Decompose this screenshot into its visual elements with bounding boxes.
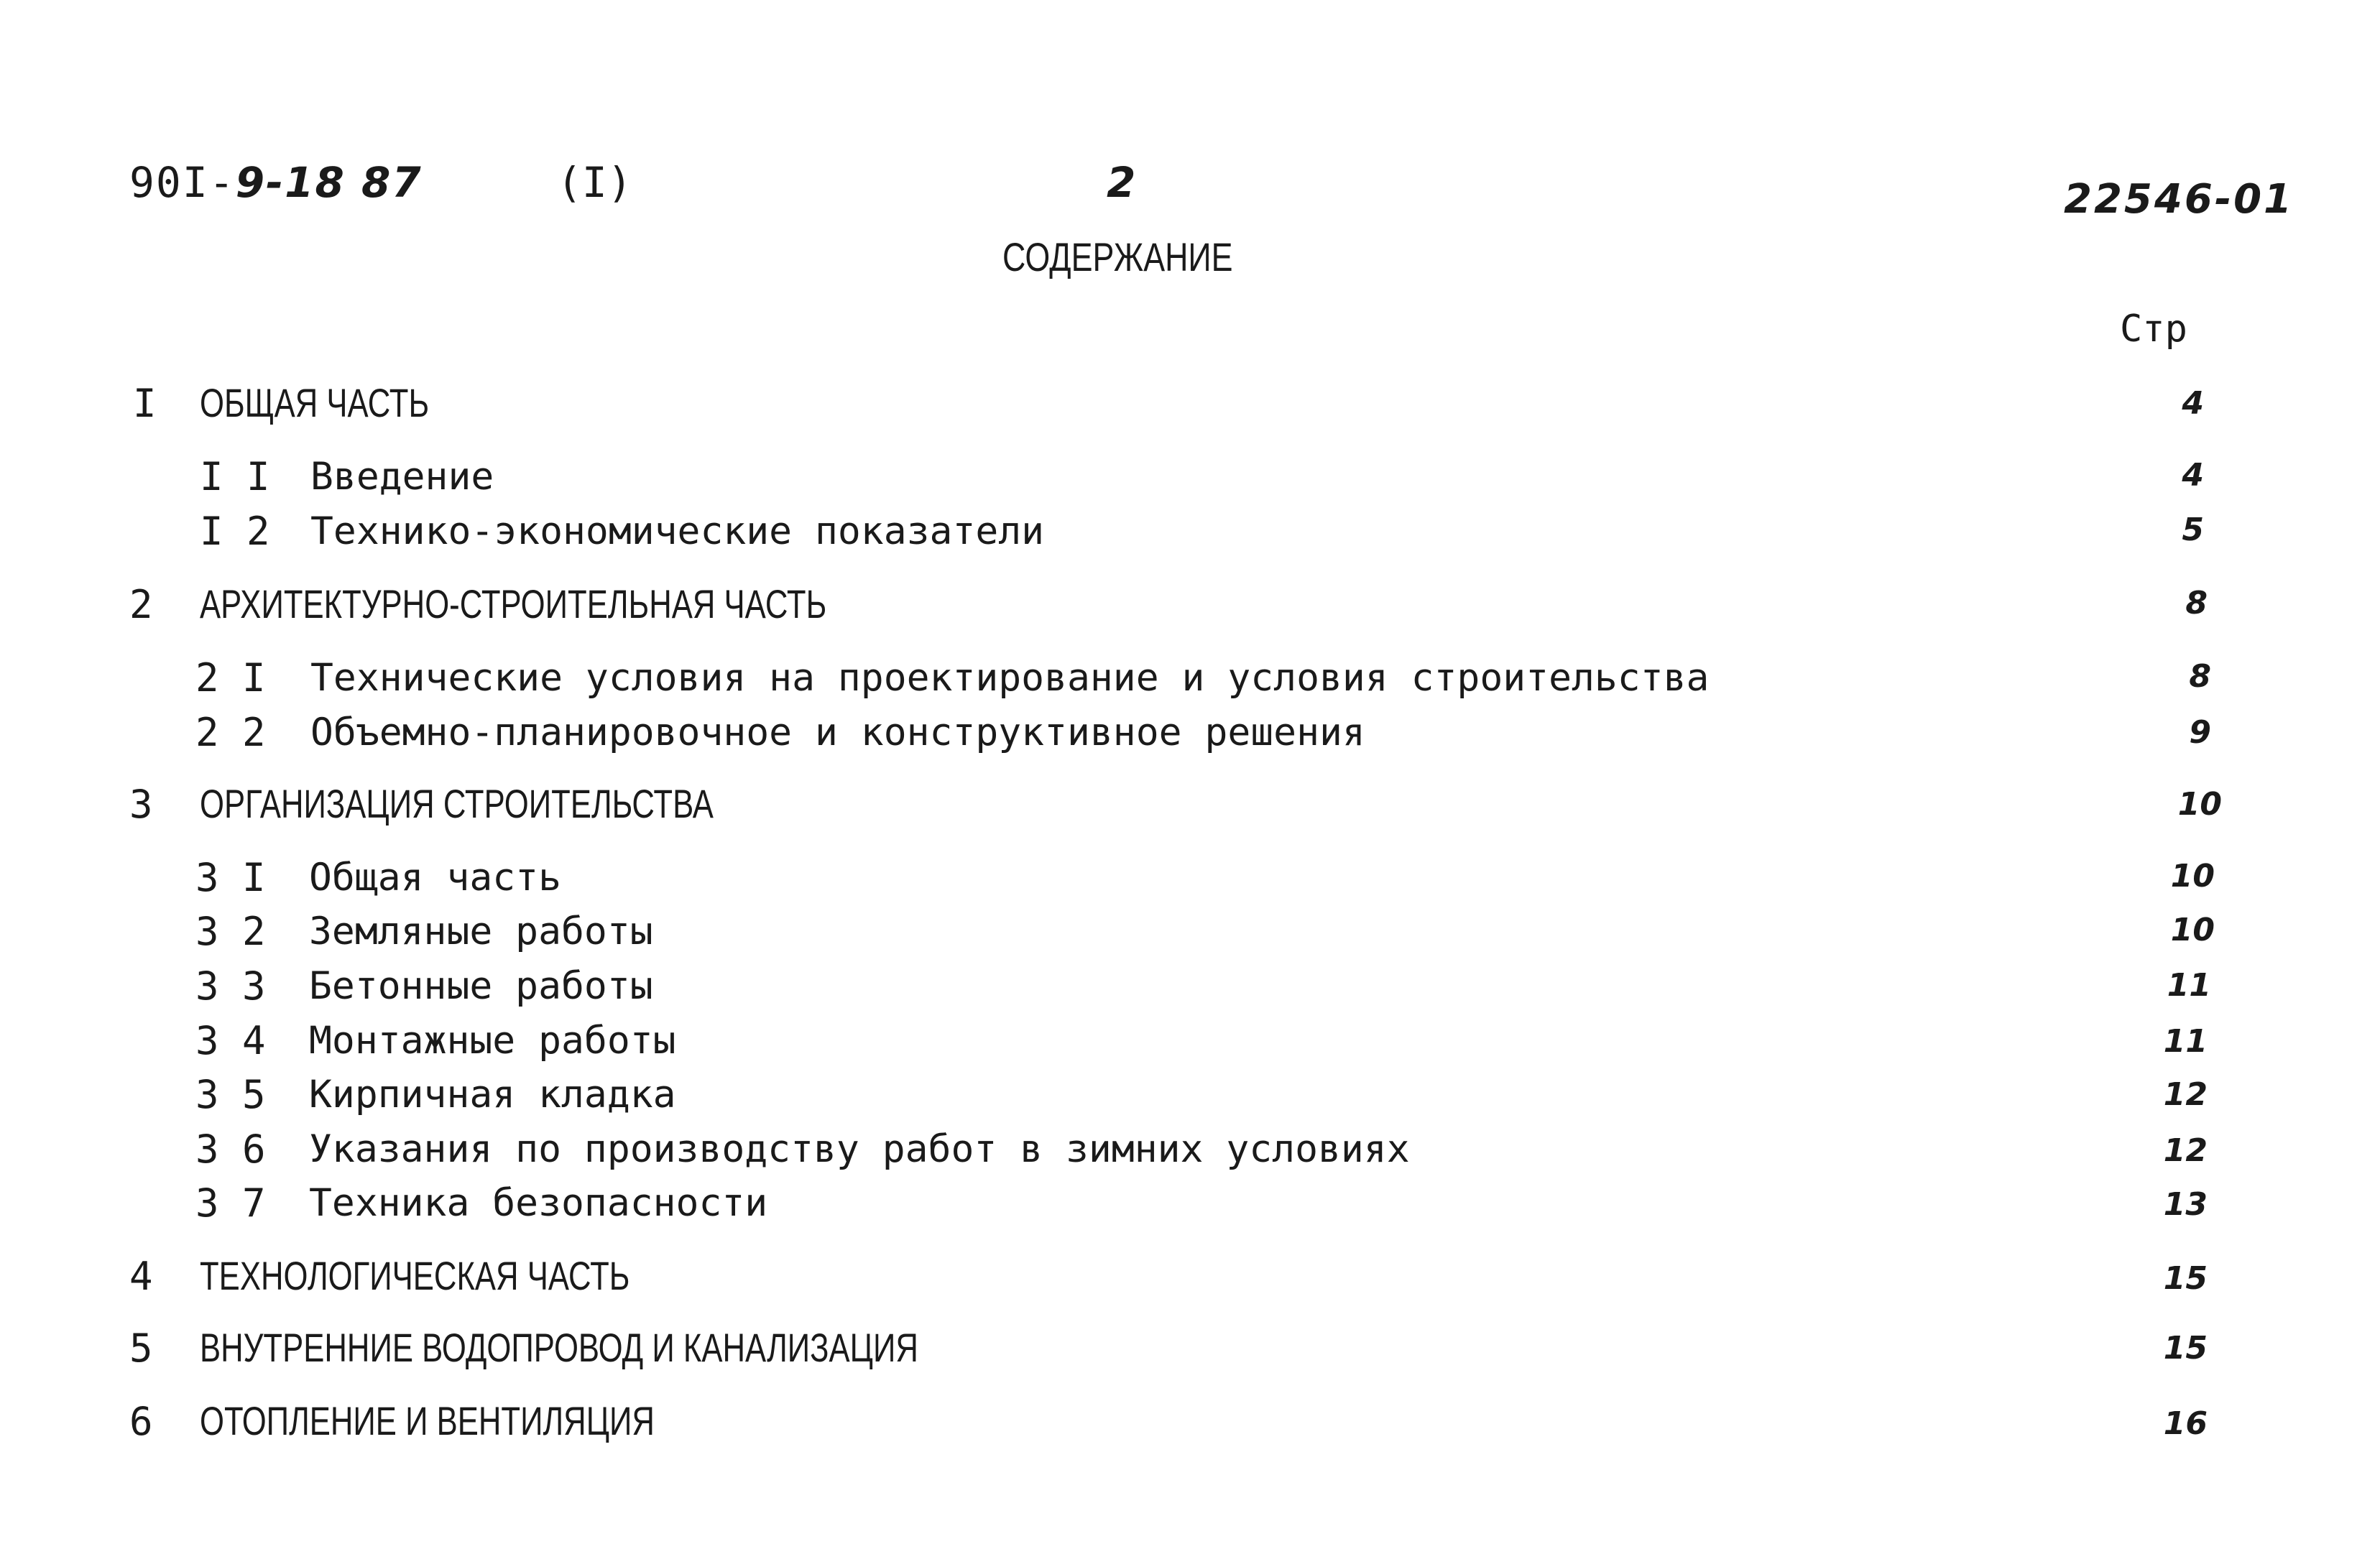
chapter-page: 15 <box>2163 1330 2208 1367</box>
chapter-page: 16 <box>2163 1405 2208 1442</box>
document-code-handwritten: 9-18 87 <box>235 158 423 207</box>
section-page: 11 <box>2163 1023 2208 1060</box>
section-page: 8 <box>2189 658 2211 695</box>
inventory-number: 22546-01 <box>2064 176 2294 223</box>
section-title: Бетонные работы <box>309 964 653 1008</box>
section-number: 3 3 <box>195 963 266 1009</box>
section-number: 3 2 <box>195 909 266 954</box>
chapter-title: ВНУТРЕННИЕ ВОДОПРОВОД И КАНАЛИЗАЦИЯ <box>200 1325 918 1370</box>
section-title: Техника безопасности <box>309 1181 768 1225</box>
chapter-number: 2 <box>129 582 153 627</box>
section-number: I I <box>200 454 270 499</box>
section-title: Общая часть <box>309 856 561 900</box>
chapter-page: 15 <box>2163 1260 2208 1297</box>
chapter-number: 4 <box>129 1254 153 1299</box>
toc-title: СОДЕРЖАНИЕ <box>1002 234 1233 279</box>
section-title: Технические условия на проектирование и условия строительства <box>310 656 1710 700</box>
document-code <box>129 158 423 207</box>
chapter-number: 6 <box>129 1399 153 1444</box>
section-title: Введение <box>310 455 494 499</box>
section-number: 3 6 <box>195 1127 266 1172</box>
chapter-page: 8 <box>2185 585 2208 621</box>
section-page: 11 <box>2167 967 2211 1004</box>
section-number: 2 I <box>195 655 266 700</box>
chapter-page: 10 <box>2177 786 2222 823</box>
section-page: 10 <box>2170 912 2215 948</box>
section-number: I 2 <box>200 509 270 554</box>
section-number: 2 2 <box>195 710 266 755</box>
album-number: (I) <box>557 158 632 207</box>
document-code-typed: 90I- <box>129 158 236 207</box>
page-column-label: Стр <box>2120 308 2187 351</box>
section-number: 3 I <box>195 855 266 900</box>
section-page: 12 <box>2163 1076 2208 1113</box>
chapter-number: 3 <box>129 782 153 827</box>
chapter-page: 4 <box>2182 385 2204 422</box>
chapter-title: ОТОПЛЕНИЕ И ВЕНТИЛЯЦИЯ <box>200 1398 655 1443</box>
section-number: 3 5 <box>195 1072 266 1117</box>
section-title: Объемно-планировочное и конструктивное решения <box>310 711 1365 754</box>
chapter-title: АРХИТЕКТУРНО-СТРОИТЕЛЬНАЯ ЧАСТЬ <box>200 581 827 626</box>
chapter-number: I <box>133 381 157 426</box>
section-number: 3 7 <box>195 1180 266 1226</box>
page-number: 2 <box>1107 158 1136 207</box>
section-title: Земляные работы <box>309 910 653 953</box>
chapter-title: ОРГАНИЗАЦИЯ СТРОИТЕЛЬСТВА <box>200 781 714 826</box>
section-page: 4 <box>2182 457 2204 494</box>
section-number: 3 4 <box>195 1018 266 1063</box>
section-title: Технико-экономические показатели <box>310 509 1045 553</box>
section-title: Кирпичная кладка <box>309 1073 676 1116</box>
section-page: 13 <box>2163 1186 2208 1223</box>
section-page: 10 <box>2170 858 2215 894</box>
section-page: 12 <box>2163 1132 2208 1169</box>
chapter-title: ТЕХНОЛОГИЧЕСКАЯ ЧАСТЬ <box>200 1253 630 1298</box>
chapter-title: ОБЩАЯ ЧАСТЬ <box>200 380 430 425</box>
section-title: Указания по производству работ в зимних условиях <box>309 1127 1410 1171</box>
chapter-number: 5 <box>129 1326 153 1371</box>
section-page: 9 <box>2189 714 2211 751</box>
section-title: Монтажные работы <box>309 1019 676 1063</box>
section-page: 5 <box>2182 512 2204 548</box>
